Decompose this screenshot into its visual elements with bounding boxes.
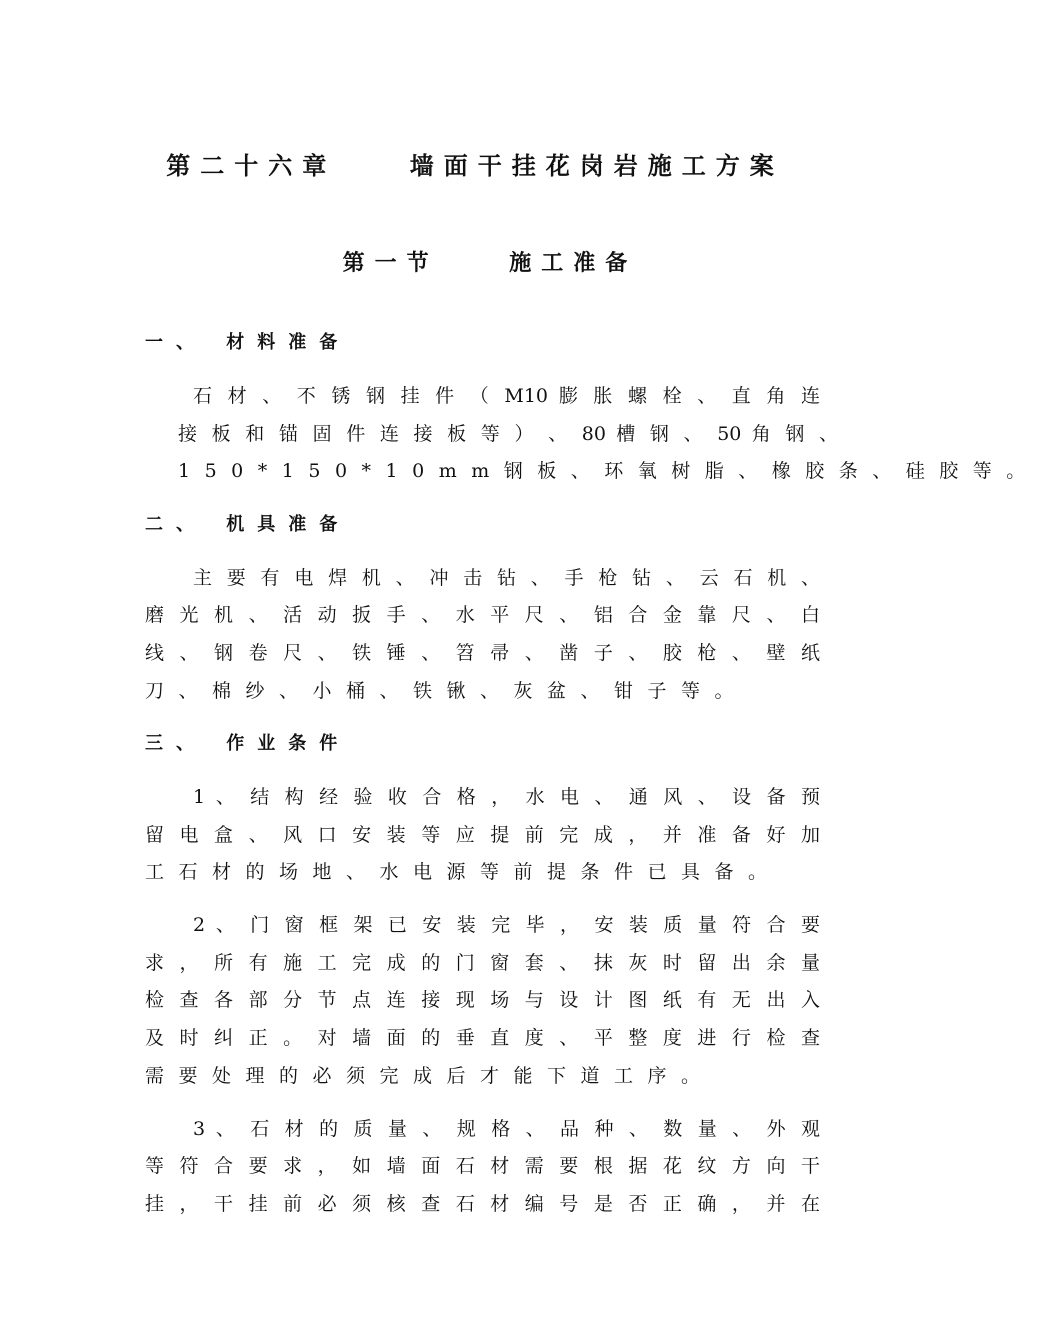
materials-line-2: 接 板 和 锚 固 件 连 接 板 等 ） 、 80 槽 钢 、 50 角 钢 、 [178,423,838,445]
materials-line-1: 石 材 、 不 锈 钢 挂 件 （ M10 膨 胀 螺 栓 、 直 角 连 [193,385,820,407]
condition-2-line-5: 需要处理的必须完成后才能下道工序。 [145,1065,715,1087]
condition-1-line-2: 留 电 盒 、 风 口 安 装 等 应 提 前 完 成 ， 并 准 备 好 加 [145,824,820,846]
materials-heading: 一、 材料准备 [145,332,351,353]
condition-2-line-1: 2 、 门 窗 框 架 已 安 装 完 毕 ， 安 装 质 量 符 合 要 [193,914,820,936]
condition-2-line-2: 求 ， 所 有 施 工 完 成 的 门 窗 套 、 抹 灰 时 留 出 余 量 [145,952,820,974]
materials-line-3: 150*150*10mm钢板、环氧树脂、橡胶条、硅胶等。 [178,460,1040,482]
condition-1-line-1: 1 、 结 构 经 验 收 合 格 ， 水 电 、 通 风 、 设 备 预 [193,786,820,808]
tools-heading: 二、 机具准备 [145,514,351,535]
chapter-title: 第二十六章 墙面干挂花岗岩施工方案 [166,152,784,180]
condition-2-line-4: 及 时 纠 正 。 对 墙 面 的 垂 直 度 、 平 整 度 进 行 检 查 [145,1027,820,1049]
tools-line-4: 刀、棉纱、小桶、铁锹、灰盆、钳子等。 [145,680,749,702]
conditions-heading: 三、 作业条件 [145,733,351,754]
condition-2-line-3: 检 查 各 部 分 节 点 连 接 现 场 与 设 计 图 纸 有 无 出 入 [145,989,820,1011]
condition-1-line-3: 工石材的场地、水电源等前提条件已具备。 [145,861,782,883]
tools-line-1: 主 要 有 电 焊 机 、 冲 击 钻 、 手 枪 钻 、 云 石 机 、 [193,567,820,589]
tools-line-2: 磨 光 机 、 活 动 扳 手 、 水 平 尺 、 铝 合 金 靠 尺 、 白 [145,604,820,626]
condition-3-line-2: 等 符 合 要 求 ， 如 墙 面 石 材 需 要 根 据 花 纹 方 向 干 [145,1155,820,1177]
tools-line-3: 线 、 钢 卷 尺 、 铁 锤 、 笤 帚 、 凿 子 、 胶 枪 、 壁 纸 [145,642,820,664]
condition-3-line-1: 3 、 石 材 的 质 量 、 规 格 、 品 种 、 数 量 、 外 观 [193,1118,820,1140]
condition-3-line-3: 挂 ， 干 挂 前 必 须 核 查 石 材 编 号 是 否 正 确 ， 并 在 [145,1193,820,1215]
section-title: 第一节 施工准备 [342,251,638,276]
